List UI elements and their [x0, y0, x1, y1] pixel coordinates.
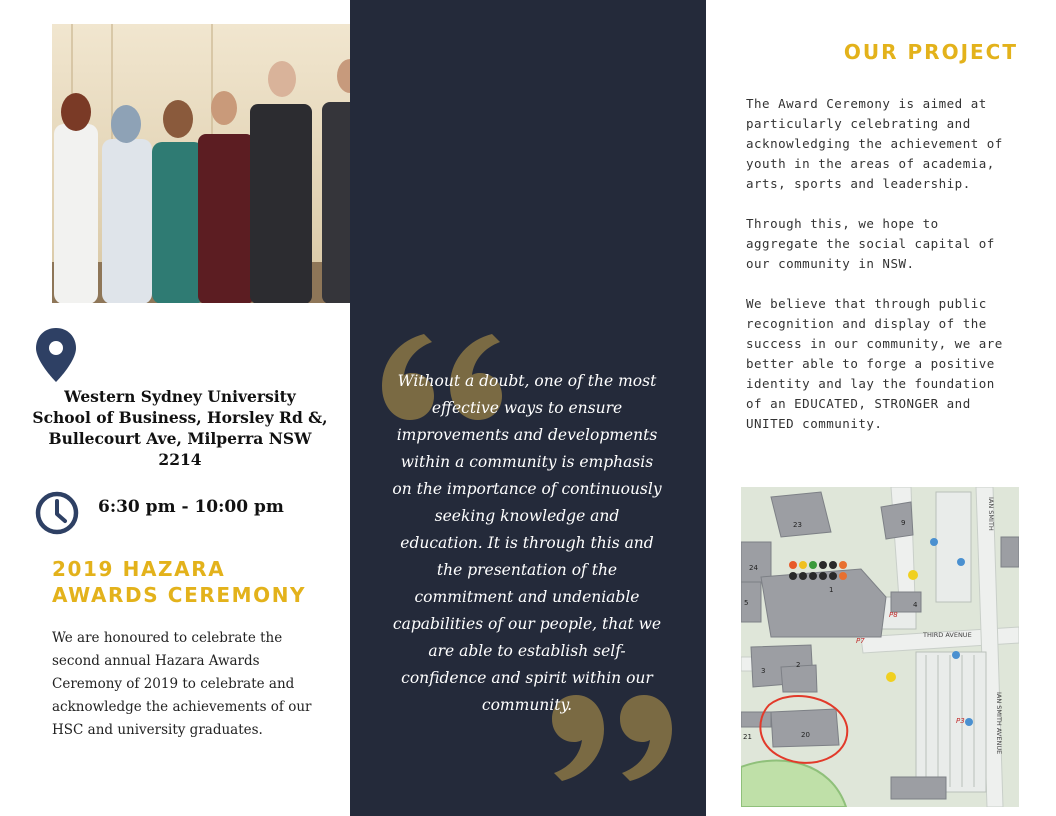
- map-label: 2: [796, 661, 801, 669]
- map-street-label: IAN SMITH: [987, 497, 995, 531]
- event-title: [52, 556, 342, 608]
- map-parking-label: P3: [956, 717, 965, 725]
- campus-map-image: [741, 487, 1019, 807]
- quote-text: Without a doubt, one of the most effective ways to ensure improvements and developments within a community is emphasis on the importance of continuously seeking knowledge and education. It is through this and the presentation of the commitment and undeniable capabilities of our people, that we are able to establish self-confidence and spirit within our community.: [392, 372, 662, 714]
- map-street-label: IAN SMITH AVENUE: [995, 692, 1003, 755]
- event-address: [30, 386, 330, 470]
- campus-map: [741, 487, 1019, 807]
- map-pin-icon: [34, 326, 78, 384]
- project-paragraph: The Award Ceremony is aimed at particularly celebrating and acknowledging the achievement of youth in the areas of academia, arts, sports and leadership.: [746, 96, 1003, 191]
- map-label: 9: [901, 519, 906, 527]
- map-label: 20: [801, 731, 810, 739]
- map-street-label: THIRD AVENUE: [923, 631, 972, 639]
- event-title-line: AWARDS CEREMONY: [52, 583, 307, 607]
- event-title-line: 2019 HAZARA: [52, 557, 226, 581]
- project-title: OUR PROJECT: [843, 40, 1018, 64]
- map-parking-label: P8: [889, 611, 898, 619]
- map-label: 21: [743, 733, 752, 741]
- project-paragraph: Through this, we hope to aggregate the social capital of our community in NSW.: [746, 216, 995, 271]
- map-label: 4: [913, 601, 918, 609]
- project-paragraph: We believe that through public recognition and display of the success in our community, we are better able to forge a positive identity and lay the foundation of an EDUCATED, STRONGER and UNITED community.: [746, 296, 1003, 431]
- map-label: 3: [761, 667, 766, 675]
- event-description: We are honoured to celebrate the second annual Hazara Awards Ceremony of 2019 to celebrate and acknowledge the achievements of our HSC and university graduates.: [52, 630, 312, 738]
- address-line: Western Sydney University: [64, 387, 296, 406]
- map-label: 5: [744, 599, 749, 607]
- map-label: 24: [749, 564, 758, 572]
- event-time: 6:30 pm - 10:00 pm: [98, 497, 284, 517]
- map-label: 23: [793, 521, 802, 529]
- map-label: 1: [829, 586, 834, 594]
- clock-icon: [34, 490, 80, 536]
- address-line: School of Business, Horsley Rd &,: [32, 408, 328, 427]
- map-parking-label: P7: [856, 637, 865, 645]
- address-line: Bullecourt Ave, Milperra NSW: [48, 429, 312, 448]
- address-line: 2214: [158, 450, 202, 469]
- project-text: [746, 94, 1018, 454]
